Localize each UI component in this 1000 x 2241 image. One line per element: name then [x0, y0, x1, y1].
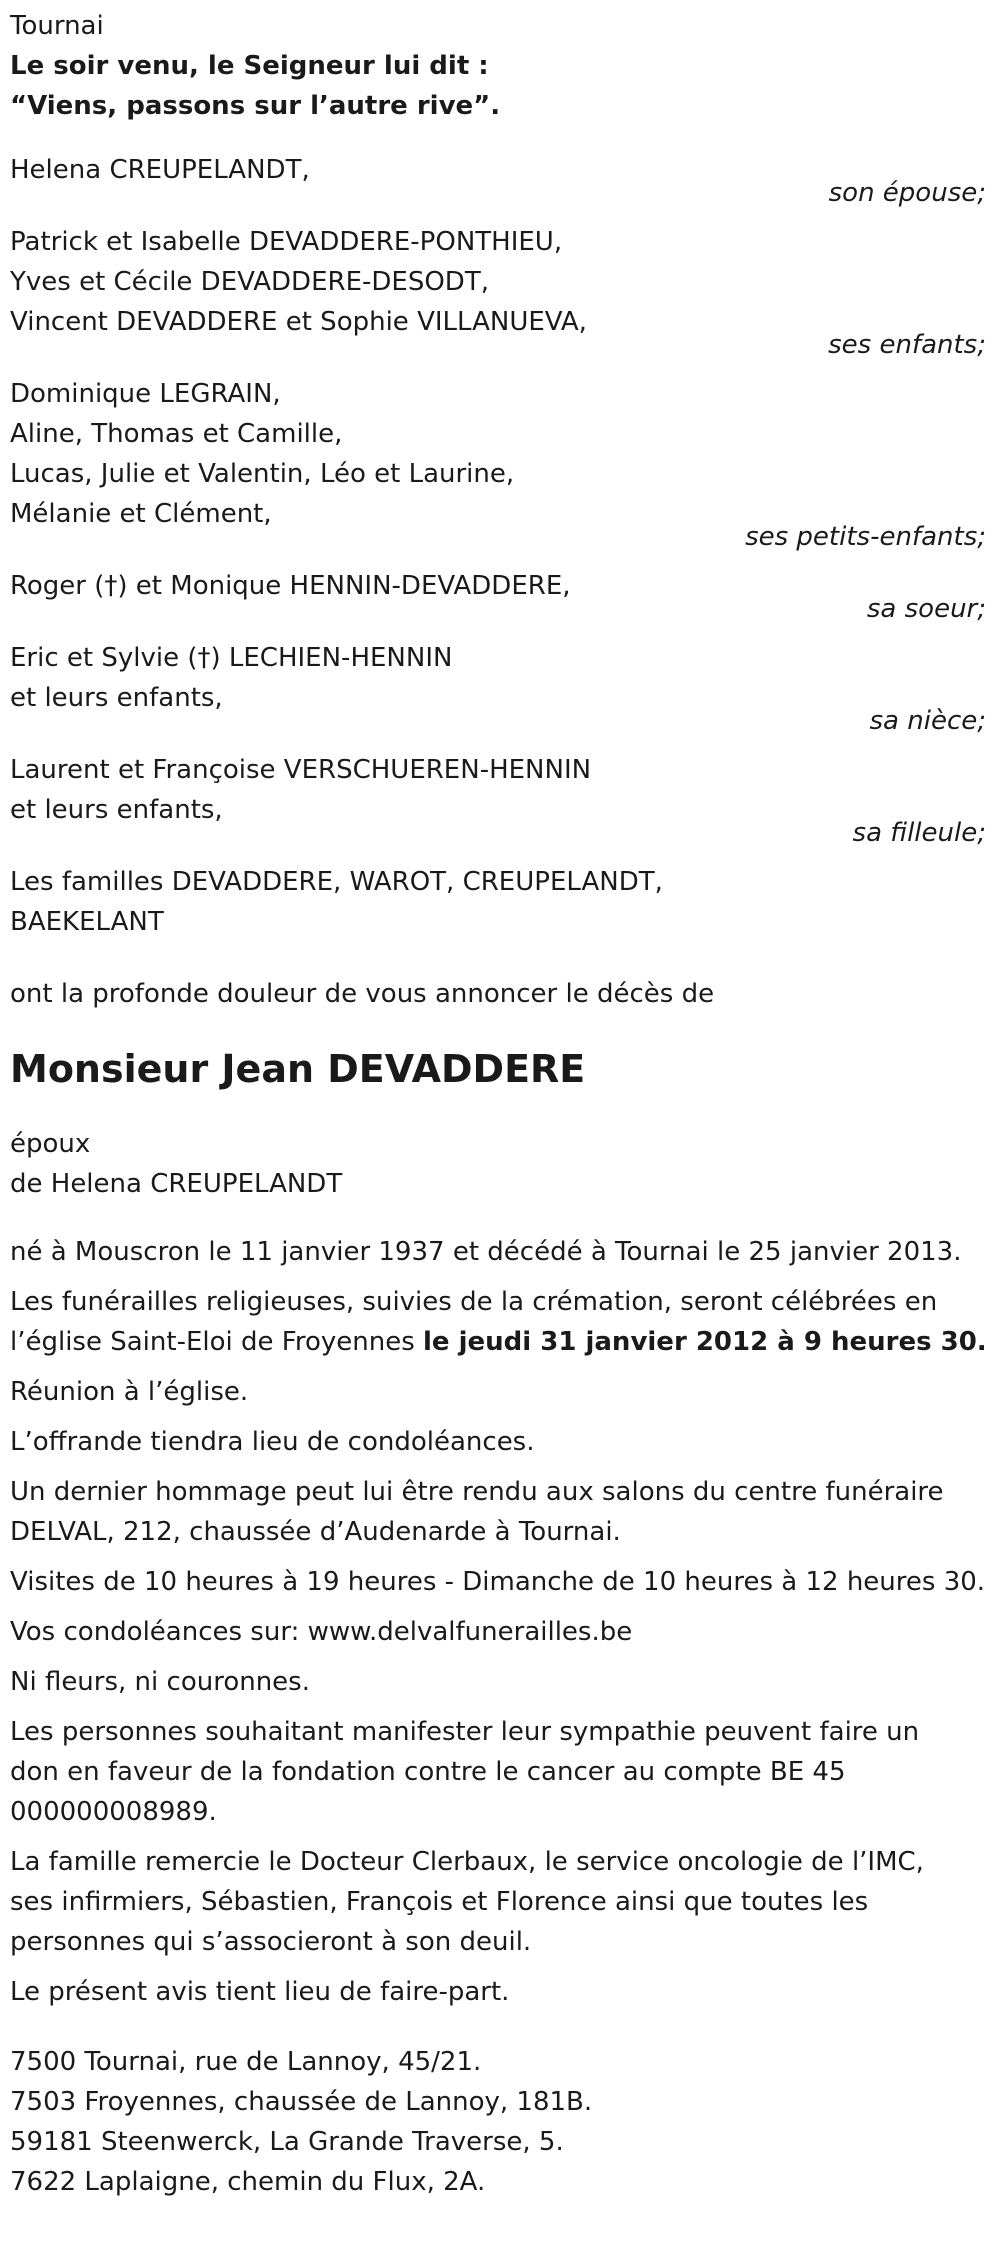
notice-text: Le présent avis tient lieu de faire-part.	[10, 1977, 510, 2007]
family-name: Dominique LEGRAIN,	[10, 379, 281, 409]
family-relation: sa nièce;	[869, 706, 986, 736]
flowers-text: Ni fleurs, ni couronnes.	[10, 1667, 310, 1697]
flowers-paragraph	[10, 1662, 988, 1702]
family-relation: son épouse;	[828, 178, 986, 208]
family-group-spouse	[10, 150, 988, 210]
donation-text: don en faveur de la fondation contre le cancer au compte BE 45	[10, 1757, 846, 1787]
visits-text: Visites de 10 heures à 19 heures - Dimanche de 10 heures à 12 heures 30.	[10, 1567, 986, 1597]
donation-text: 000000008989.	[10, 1797, 217, 1827]
city-label: Tournai	[10, 11, 104, 41]
family-name: Roger (†) et Monique HENNIN-DEVADDERE,	[10, 571, 571, 601]
tribute-text: Un dernier hommage peut lui être rendu aux salons du centre funéraire	[10, 1477, 944, 1507]
addresses-block	[10, 2042, 988, 2202]
family-name: Mélanie et Clément,	[10, 499, 272, 529]
spouse-line: époux	[10, 1129, 91, 1159]
birth-death-paragraph	[10, 1232, 988, 1272]
offering-paragraph	[10, 1422, 988, 1462]
funeral-line-2	[10, 1322, 988, 1362]
family-relation: sa soeur;	[866, 594, 986, 624]
family-group-sister	[10, 566, 988, 626]
family-name: et leurs enfants,	[10, 683, 223, 713]
family-group-families	[10, 862, 988, 942]
thanks-text: personnes qui s’associeront à son deuil.	[10, 1927, 532, 1957]
birth-death-text: né à Mouscron le 11 janvier 1937 et décédé à Tournai le 25 janvier 2013.	[10, 1237, 962, 1267]
family-group-niece	[10, 638, 988, 738]
funeral-text: Les funérailles religieuses, suivies de la crémation, seront célébrées en	[10, 1287, 938, 1317]
funeral-date-text: le jeudi 31 janvier 2012 à 9 heures 30.	[423, 1327, 987, 1357]
family-group-goddaughter	[10, 750, 988, 850]
quote-line-1: Le soir venu, le Seigneur lui dit :	[10, 51, 489, 81]
family-name: Yves et Cécile DEVADDERE-DESODT,	[10, 267, 489, 297]
family-list	[10, 150, 988, 942]
funeral-paragraph	[10, 1282, 988, 1362]
visits-paragraph	[10, 1562, 988, 1602]
meeting-text: Réunion à l’église.	[10, 1377, 249, 1407]
family-name: et leurs enfants,	[10, 795, 223, 825]
families-line: Les familles DEVADDERE, WAROT, CREUPELANDT,	[10, 867, 663, 897]
family-relation: ses enfants;	[828, 330, 986, 360]
address-line: 7622 Laplaigne, chemin du Flux, 2A.	[10, 2167, 486, 2197]
tribute-paragraph	[10, 1472, 988, 1552]
family-name: Aline, Thomas et Camille,	[10, 419, 343, 449]
donation-text: Les personnes souhaitant manifester leur sympathie peuvent faire un	[10, 1717, 920, 1747]
family-relation: sa filleule;	[852, 818, 986, 848]
family-name: Patrick et Isabelle DEVADDERE-PONTHIEU,	[10, 227, 563, 257]
thanks-text: ses infirmiers, Sébastien, François et Florence ainsi que toutes les	[10, 1887, 869, 1917]
funeral-church-text: l’église Saint-Eloi de Froyennes	[10, 1327, 424, 1357]
family-name: Vincent DEVADDERE et Sophie VILLANUEVA,	[10, 307, 587, 337]
family-name: Helena CREUPELANDT,	[10, 155, 310, 185]
address-line: 59181 Steenwerck, La Grande Traverse, 5.	[10, 2127, 564, 2157]
meeting-paragraph	[10, 1372, 988, 1412]
address-line: 7503 Froyennes, chaussée de Lannoy, 181B.	[10, 2087, 593, 2117]
family-name: Lucas, Julie et Valentin, Léo et Laurine,	[10, 459, 515, 489]
condolences-text: Vos condoléances sur: www.delvalfunerailles.be	[10, 1617, 633, 1647]
donation-paragraph	[10, 1712, 988, 1832]
quote-line-2: “Viens, passons sur l’autre rive”.	[10, 91, 501, 121]
tribute-text: DELVAL, 212, chaussée d’Audenarde à Tournai.	[10, 1517, 621, 1547]
family-relation: ses petits-enfants;	[745, 522, 986, 552]
deceased-name: Monsieur Jean DEVADDERE	[10, 1047, 586, 1091]
families-line: BAEKELANT	[10, 907, 164, 937]
family-name: Eric et Sylvie (†) LECHIEN-HENNIN	[10, 643, 453, 673]
header	[10, 6, 988, 126]
thanks-paragraph	[10, 1842, 988, 1962]
family-name: Laurent et Françoise VERSCHUEREN-HENNIN	[10, 755, 592, 785]
family-group-children	[10, 222, 988, 362]
offering-text: L’offrande tiendra lieu de condoléances.	[10, 1427, 535, 1457]
details-block	[10, 1232, 988, 2012]
announcement	[10, 974, 988, 1014]
thanks-text: La famille remercie le Docteur Clerbaux, le service oncologie de l’IMC,	[10, 1847, 924, 1877]
notice-paragraph	[10, 1972, 988, 2012]
address-line: 7500 Tournai, rue de Lannoy, 45/21.	[10, 2047, 482, 2077]
family-group-grandchildren	[10, 374, 988, 554]
announcement-text: ont la profonde douleur de vous annoncer le décès de	[10, 979, 715, 1009]
spouse-line: de Helena CREUPELANDT	[10, 1169, 343, 1199]
condolences-paragraph	[10, 1612, 988, 1652]
spouse-block	[10, 1124, 988, 1204]
